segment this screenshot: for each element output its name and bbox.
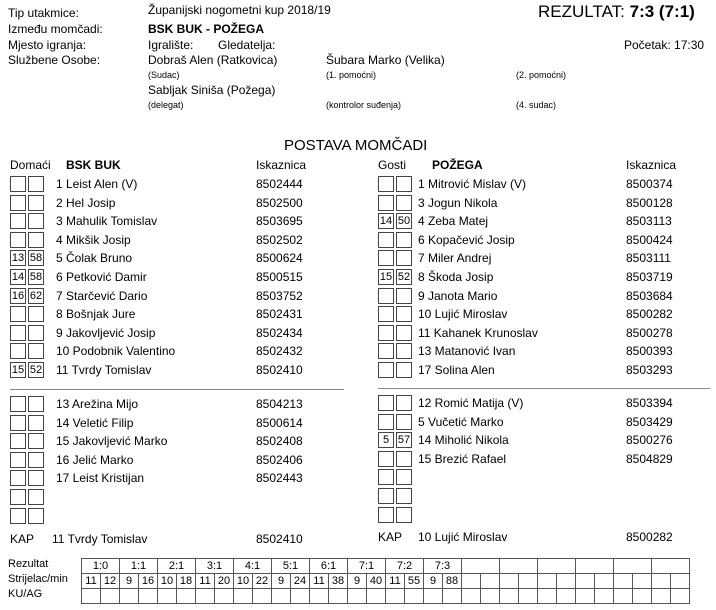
away-sub-minute-box: 57: [397, 434, 411, 447]
away-sub-minute-box: [396, 176, 412, 192]
lineup-title: POSTAVA MOMČADI: [284, 137, 428, 154]
away-sub-in-box: [378, 362, 394, 378]
card-cell: [595, 589, 614, 604]
away-player-id: 8503719: [626, 270, 673, 284]
scoring-table: [81, 558, 690, 604]
away-sub-in-box: [378, 488, 394, 504]
away-sub-in-box: 14: [379, 215, 393, 228]
home-sub-in-box: [10, 176, 26, 192]
home-player-name: 10 Podobnik Valentino: [56, 344, 176, 359]
scorer-minute-cell: 40: [367, 574, 386, 589]
away-sub-in-box: [378, 176, 394, 192]
card-cell: [196, 589, 215, 604]
score-cell: 3:1: [196, 559, 234, 574]
scorer-number-cell: 11: [386, 574, 405, 589]
card-cell: [291, 589, 310, 604]
score-cell: 1:0: [82, 559, 120, 574]
home-sub-minute-box: [28, 452, 44, 468]
home-sub-in-box: [10, 343, 26, 359]
away-player-id: 8500276: [626, 433, 673, 448]
result-header: [538, 2, 695, 22]
home-player-id: 8502432: [256, 344, 303, 359]
card-cell: [405, 589, 424, 604]
control-role: (kontrolor suđenja): [326, 100, 402, 110]
home-sub-minute-box: 62: [29, 289, 43, 302]
card-cell: [481, 589, 500, 604]
card-cell: [538, 589, 557, 604]
card-cell: [158, 589, 177, 604]
away-captain-label: KAP: [378, 530, 403, 544]
home-sub-minute-box: [28, 176, 44, 192]
away-player-id: 8500128: [626, 195, 673, 210]
away-player-id: 8503113: [626, 214, 672, 229]
home-sub-in-box: 14: [11, 271, 25, 283]
scorer-minute-cell: 38: [329, 574, 348, 589]
card-cell: [120, 589, 139, 604]
home-separator: [10, 389, 344, 390]
delegate-name: Sabljak Siniša (Požega): [148, 83, 276, 97]
away-player-name: 1 Mitrović Mislav (V): [418, 177, 527, 191]
home-sub-minute-box: [28, 470, 44, 486]
scorer-number-cell: 9: [424, 574, 443, 589]
away-sub-in-box: [378, 250, 394, 266]
home-sub-minute-box: [28, 213, 44, 229]
scorer-number-cell: 9: [120, 574, 139, 589]
card-cell: [272, 589, 291, 604]
score-cell: [538, 559, 576, 574]
scorer-minute-cell: 24: [291, 574, 310, 589]
scorer-number-cell: 9: [348, 574, 367, 589]
home-side-label: Domaći: [10, 158, 51, 172]
home-player-id: 8504213: [256, 397, 303, 411]
home-player-name: 15 Jakovljević Marko: [56, 434, 168, 449]
home-player-id: 8502443: [256, 471, 303, 486]
away-player-name: 15 Brezić Rafael: [418, 451, 507, 466]
away-player-id: 8503394: [626, 396, 673, 410]
scorer-minute-cell: [519, 574, 538, 589]
home-sub-in-box: [10, 452, 26, 468]
away-player-name: 11 Kahanek Krunoslav: [418, 325, 538, 340]
results-row: [82, 559, 690, 574]
card-cell: [519, 589, 538, 604]
cards-row-label: KU/AG: [8, 588, 43, 600]
scorer-minute-cell: [671, 574, 690, 589]
scorer-minute-cell: 88: [443, 574, 462, 589]
away-sub-minute-box: [396, 507, 412, 523]
away-sub-in-box: [378, 469, 394, 485]
away-sub-minute-box: [396, 195, 412, 211]
home-id-header: Iskaznica: [256, 158, 307, 172]
home-player-id: 8503695: [256, 214, 303, 229]
away-sub-minute-box: 50: [397, 215, 411, 228]
home-sub-minute-box: [28, 508, 44, 524]
away-player-name: 5 Vučetić Marko: [418, 414, 504, 429]
away-sub-in-box: [378, 325, 394, 341]
home-player-id: 8502500: [256, 195, 303, 210]
scorer-minute-cell: [557, 574, 576, 589]
competition-name: Županijski nogometni kup 2018/19: [148, 3, 331, 17]
away-player-id: 8503684: [626, 288, 673, 303]
home-sub-in-box: [10, 470, 26, 486]
card-cell: [443, 589, 462, 604]
away-player-id: 8500282: [626, 307, 673, 322]
officials-label: Službene Osobe:: [8, 53, 101, 67]
home-sub-minute-box: 58: [29, 271, 43, 283]
home-sub-minute-box: [28, 195, 44, 211]
home-sub-in-box: [10, 306, 26, 322]
home-sub-minute-box: [28, 415, 44, 431]
card-cell: [367, 589, 386, 604]
card-cell: [139, 589, 158, 604]
assistant1-name: Šubara Marko (Velika): [326, 53, 445, 67]
scorer-number-cell: [614, 574, 633, 589]
away-sub-minute-box: [396, 250, 412, 266]
scorer-minute-cell: [595, 574, 614, 589]
score-cell: 2:1: [158, 559, 196, 574]
start-time: Početak: 17:30: [624, 38, 705, 52]
home-sub-minute-box: [28, 325, 44, 341]
score-cell: 4:1: [234, 559, 272, 574]
home-sub-in-box: [10, 433, 26, 449]
home-sub-minute-box: [28, 489, 44, 505]
home-player-id: 8500624: [256, 251, 303, 266]
home-sub-in-box: [10, 489, 26, 505]
card-cell: [310, 589, 329, 604]
score-cell: 5:1: [272, 559, 310, 574]
home-sub-in-box: [10, 396, 26, 412]
away-separator: [378, 388, 710, 389]
home-player-name: 6 Petković Damir: [56, 270, 147, 284]
home-player-name: 4 Mikšik Josip: [56, 232, 131, 247]
home-sub-in-box: [10, 232, 26, 248]
away-player-id: 8500374: [626, 177, 673, 191]
away-player-name: 17 Solina Alen: [418, 363, 495, 377]
home-player-name: 13 Arežina Mijo: [56, 397, 139, 411]
scorer-number-cell: [652, 574, 671, 589]
result-value: 7:3 (7:1): [629, 2, 695, 21]
scorer-number-cell: 11: [82, 574, 101, 589]
away-player-id: 8503293: [626, 363, 673, 377]
assistant1-role: (1. pomoćni): [326, 70, 377, 80]
card-cell: [652, 589, 671, 604]
home-player-id: 8502444: [256, 177, 303, 191]
away-sub-minute-box: [396, 306, 412, 322]
card-cell: [424, 589, 443, 604]
assistant2-role: (2. pomoćni): [516, 70, 567, 80]
score-cell: [652, 559, 690, 574]
score-cell: 7:1: [348, 559, 386, 574]
result-label: REZULTAT:: [538, 2, 625, 21]
away-sub-minute-box: [396, 325, 412, 341]
home-sub-in-box: [10, 325, 26, 341]
away-sub-in-box: 5: [378, 432, 394, 448]
card-cell: [576, 589, 595, 604]
scorer-number-cell: 10: [158, 574, 177, 589]
away-player-id: 8500278: [626, 325, 673, 340]
venue-label: Mjesto igranja:: [8, 38, 87, 52]
away-sub-in-box: [378, 343, 394, 359]
card-cell: [386, 589, 405, 604]
away-side-label: Gosti: [378, 158, 407, 172]
scorer-minute-cell: [633, 574, 652, 589]
home-sub-in-box: [10, 508, 26, 524]
home-sub-minute-box: 52: [29, 364, 43, 376]
score-row-label: Rezultat: [8, 558, 49, 570]
score-cell: 6:1: [310, 559, 348, 574]
away-player-name: 12 Romić Matija (V): [418, 396, 524, 410]
away-player-id: 8500424: [626, 232, 673, 247]
card-cell: [462, 589, 481, 604]
card-cell: [82, 589, 101, 604]
home-player-id: 8502434: [256, 325, 303, 340]
scorer-number-cell: 11: [196, 574, 215, 589]
home-player-name: 1 Leist Alen (V): [56, 177, 138, 191]
away-sub-minute-box: [396, 414, 412, 430]
home-player-name: 8 Bošnjak Jure: [56, 307, 136, 322]
away-sub-minute-box: 52: [397, 271, 411, 283]
home-player-id: 8500614: [256, 415, 303, 430]
away-sub-in-box: [378, 414, 394, 430]
home-player-id: 8502410: [256, 363, 303, 377]
home-player-name: 17 Leist Kristijan: [56, 471, 145, 486]
away-player-name: 14 Miholić Nikola: [418, 433, 509, 448]
away-player-name: 6 Kopačević Josip: [418, 232, 515, 247]
card-cell: [633, 589, 652, 604]
away-sub-minute-box: [396, 488, 412, 504]
home-sub-minute-box: 58: [29, 252, 43, 265]
home-sub-minute-box: [28, 232, 44, 248]
away-player-name: 13 Matanović Ivan: [418, 344, 516, 359]
away-player-id: 8504829: [626, 451, 673, 466]
score-cell: 7:2: [386, 559, 424, 574]
away-sub-minute-box: [396, 288, 412, 304]
home-sub-minute-box: [28, 343, 44, 359]
scorer-minute-cell: 12: [101, 574, 120, 589]
score-cell: 1:1: [120, 559, 158, 574]
home-player-name: 11 Tvrdy Tomislav: [56, 363, 152, 377]
away-player-id: 8503111: [626, 251, 671, 266]
teams-label: Između momčadi:: [8, 22, 103, 36]
referee-name: Dobraš Alen (Ratkovica): [148, 53, 278, 67]
scorer-number-cell: 9: [272, 574, 291, 589]
scorer-number-cell: 11: [310, 574, 329, 589]
away-sub-in-box: 15: [379, 271, 393, 283]
away-id-header: Iskaznica: [626, 158, 677, 172]
scorer-minute-cell: 20: [215, 574, 234, 589]
away-player-id: 8500393: [626, 344, 673, 359]
away-captain-id: 8500282: [626, 530, 673, 544]
card-cell: [329, 589, 348, 604]
card-cell: [671, 589, 690, 604]
away-player-name: 3 Jogun Nikola: [418, 195, 498, 210]
referee-role: (Sudac): [148, 70, 180, 80]
cards-row: [82, 589, 690, 604]
away-sub-in-box: [378, 306, 394, 322]
home-player-name: 5 Čolak Bruno: [56, 251, 133, 266]
away-player-name: 4 Zeba Matej: [418, 214, 489, 229]
home-captain-label: KAP: [10, 532, 35, 546]
home-player-id: 8502502: [256, 232, 303, 247]
score-cell: [614, 559, 652, 574]
scorer-minute-cell: 18: [177, 574, 196, 589]
home-player-id: 8502408: [256, 434, 303, 449]
home-player-name: 16 Jelić Marko: [56, 452, 134, 467]
spectators-label: Gledatelja:: [218, 38, 276, 52]
away-player-name: 7 Miler Andrej: [418, 251, 492, 266]
card-cell: [348, 589, 367, 604]
away-sub-in-box: [378, 288, 394, 304]
away-player-name: 8 Škoda Josip: [418, 270, 494, 284]
card-cell: [500, 589, 519, 604]
score-cell: 7:3: [424, 559, 462, 574]
scorer-minute-cell: [481, 574, 500, 589]
home-player-name: 3 Mahulik Tomislav: [56, 214, 158, 229]
home-player-name: 7 Starčević Dario: [56, 288, 148, 303]
away-sub-minute-box: [396, 469, 412, 485]
away-player-id: 8503429: [626, 414, 673, 429]
away-sub-in-box: [378, 507, 394, 523]
home-player-id: 8500515: [256, 270, 303, 284]
home-sub-in-box: 15: [11, 364, 25, 376]
home-sub-minute-box: [28, 433, 44, 449]
teams-value: BSK BUK - POŽEGA: [148, 22, 265, 36]
delegate-role: (delegat): [148, 100, 184, 110]
home-player-id: 8503752: [256, 288, 303, 303]
scorer-number-cell: 10: [234, 574, 253, 589]
card-cell: [101, 589, 120, 604]
competition-label: Tip utakmice:: [8, 6, 79, 20]
scorer-minute-cell: 22: [253, 574, 272, 589]
away-sub-in-box: [378, 451, 394, 467]
home-captain-id: 8502410: [256, 532, 303, 546]
away-sub-in-box: [378, 195, 394, 211]
fourth-official-role: (4. sudac): [516, 100, 557, 110]
scorer-number-cell: [538, 574, 557, 589]
home-player-id: 8502406: [256, 452, 303, 467]
home-player-name: 9 Jakovljević Josip: [56, 325, 156, 340]
home-sub-in-box: 16: [11, 289, 25, 302]
away-sub-minute-box: [396, 232, 412, 248]
score-cell: [462, 559, 500, 574]
card-cell: [614, 589, 633, 604]
scorer-number-cell: [462, 574, 481, 589]
home-sub-in-box: [10, 195, 26, 211]
scorer-minute-cell: 16: [139, 574, 158, 589]
home-player-name: 14 Veletić Filip: [56, 415, 134, 430]
score-cell: [500, 559, 538, 574]
away-sub-minute-box: [396, 451, 412, 467]
scorer-minute-cell: 55: [405, 574, 424, 589]
home-player-name: 2 Hel Josip: [56, 195, 116, 210]
away-captain-player: 10 Lujić Miroslav: [418, 530, 508, 544]
scorer-number-cell: [500, 574, 519, 589]
home-player-id: 8502431: [256, 307, 303, 322]
card-cell: [177, 589, 196, 604]
home-team-name: BSK BUK: [66, 158, 121, 172]
home-sub-in-box: [10, 213, 26, 229]
away-sub-minute-box: [396, 362, 412, 378]
home-sub-minute-box: [28, 306, 44, 322]
card-cell: [215, 589, 234, 604]
card-cell: [557, 589, 576, 604]
away-player-name: 10 Lujić Miroslav: [418, 307, 508, 322]
away-player-name: 9 Janota Mario: [418, 288, 498, 303]
scorers-row: [82, 574, 690, 589]
scorer-number-cell: [576, 574, 595, 589]
home-sub-in-box: [10, 415, 26, 431]
home-captain-player: 11 Tvrdy Tomislav: [52, 532, 148, 546]
ground-label: Igralište:: [148, 38, 194, 52]
home-sub-minute-box: [28, 396, 44, 412]
away-sub-in-box: [378, 395, 394, 411]
away-sub-in-box: [378, 232, 394, 248]
away-sub-minute-box: [396, 343, 412, 359]
scorer-row-label: Strijelac/min: [8, 573, 68, 585]
home-sub-in-box: 13: [11, 252, 25, 265]
card-cell: [234, 589, 253, 604]
away-sub-minute-box: [396, 395, 412, 411]
away-team-name: POŽEGA: [432, 158, 483, 172]
card-cell: [253, 589, 272, 604]
score-cell: [576, 559, 614, 574]
